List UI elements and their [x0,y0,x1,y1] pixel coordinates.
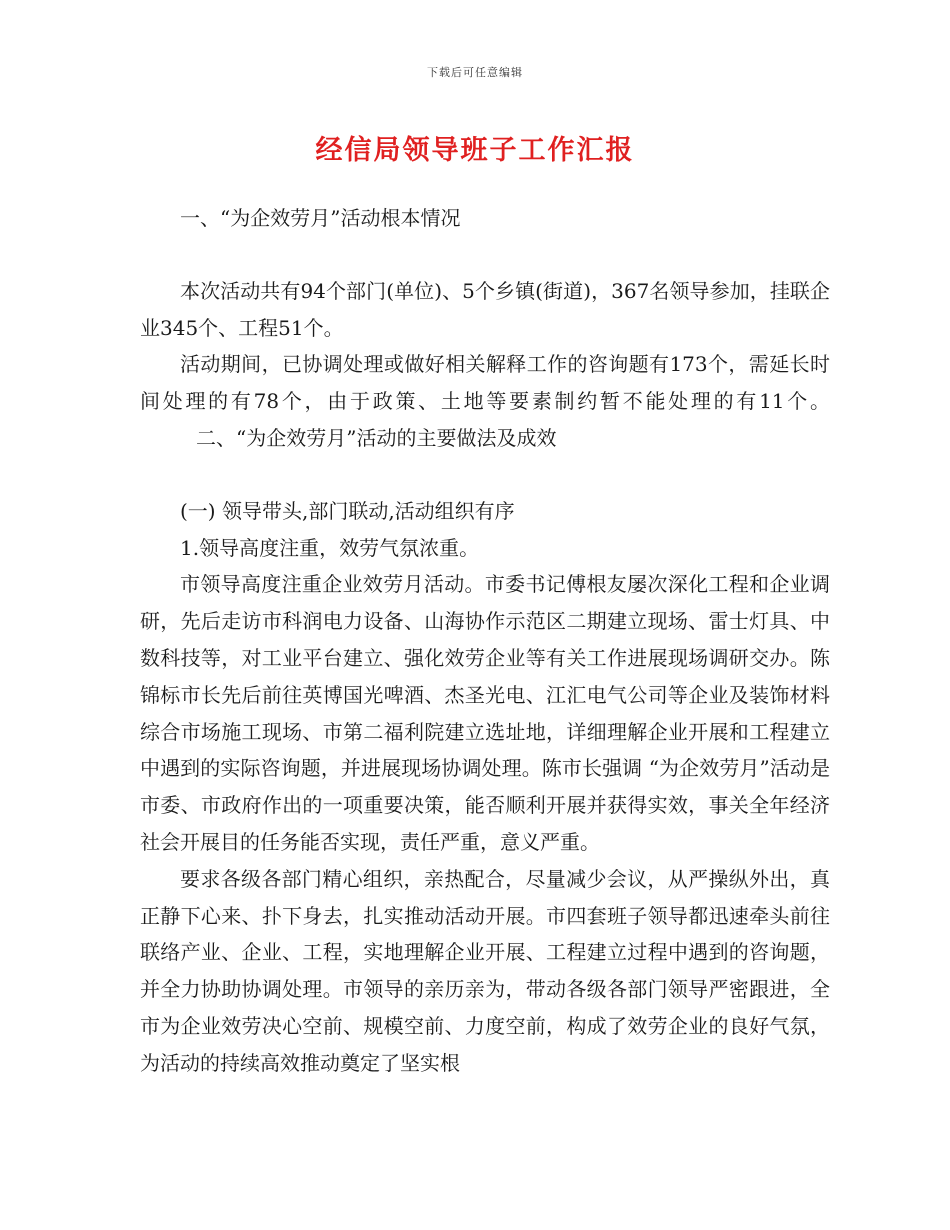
paragraph: 要求各级各部门精心组织，亲热配合，尽量减少会议，从严操纵外出，真正静下心来、扑下身去，扎实推动活动开展。市四套班子领导都迅速牵头前往联络产业、企业、工程，实地理解企业开展、工程建立过程中遇到的咨询题，并全力协助协调处理。市领导的亲历亲为，带动各级各部门领导严密跟进，全市为企业效劳决心空前、规模空前、力度空前，构成了效劳企业的良好气氛，为活动的持续高效推动奠定了坚实根 [140,866,830,1075]
paragraph: 市领导高度注重企业效劳月活动。市委书记傅根友屡次深化工程和企业调研，先后走访市科润电力设备、山海协作示范区二期建立现场、雷士灯具、中数科技等，对工业平台建立、强化效劳企业等有关工作进展现场调研交办。陈锦标市长先后前往英博国光啤酒、杰圣光电、江汇电气公司等企业及装饰材料综合市场施工现场、市第二福利院建立选址地，详细理解企业开展和工程建立中遇到的实际咨询题，并进展现场协调处理。陈市长强调 “为企效劳月”活动是市委、市政府作出的一项重要决策，能否顺利开展并获得实效，事关全年经济社会开展目的任务能否实现，责任严重，意义严重。 [140,572,830,854]
paragraph-with-heading [140,346,830,456]
section-heading-2: 二、“为企效劳月”活动的主要做法及成效 [196,425,557,450]
subsection-heading: (一) 领导带头,部门联动,活动组织有序 [180,498,515,523]
paragraph: 本次活动共有94个部门(单位)、5个乡镇(街道)，367名领导参加，挂联企业345个、工程51个。 [140,278,830,340]
section-heading-1: 一、“为企效劳月”活动根本情况 [180,206,461,230]
paragraph-text: 活动期间，已协调处理或做好相关解释工作的咨询题有173个，需延长时间处理的有78个，由于政策、土地等要素制约暂不能处理的有11个。 [140,352,830,414]
header-note: 下载后可任意编辑 [427,66,523,79]
document-title: 经信局领导班子工作汇报 [315,135,635,166]
document-body [140,200,830,1082]
list-item-heading: 1.领导高度注重，效劳气氛浓重。 [180,535,480,560]
